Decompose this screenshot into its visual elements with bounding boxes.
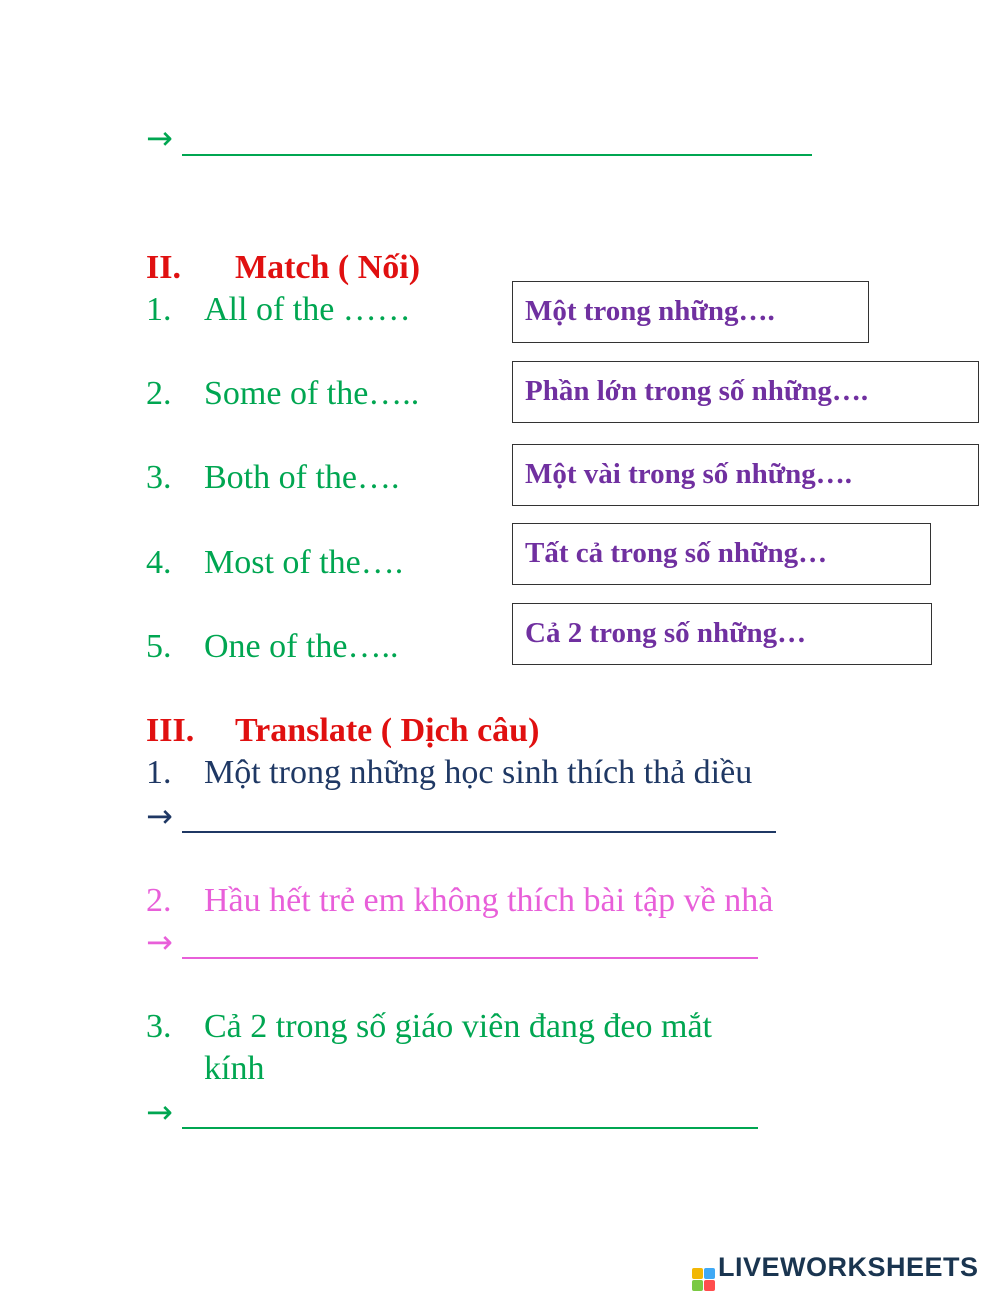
match-item-2: 2. Some of the….. <box>146 375 420 412</box>
translate-item-3-continued: kính <box>204 1050 265 1087</box>
match-item-3: 3. Both of the…. <box>146 459 400 496</box>
translate-item-3: 3. Cả 2 trong số giáo viên đang đeo mắt <box>146 1008 713 1045</box>
section-3-title: Translate ( Dịch câu) <box>235 712 540 749</box>
match-option-1[interactable]: Một trong những…. <box>512 281 869 343</box>
section-2-number: II. <box>146 249 181 286</box>
arrow-icon: → <box>146 923 173 961</box>
answer-line-top[interactable] <box>182 154 812 156</box>
translate-item-1: 1. Một trong những học sinh thích thả diều <box>146 754 753 791</box>
match-option-2[interactable]: Phần lớn trong số những…. <box>512 361 979 423</box>
arrow-icon: → <box>146 119 173 157</box>
section-2-title: Match ( Nối) <box>235 249 421 286</box>
arrow-icon: → <box>146 1093 173 1131</box>
match-item-5: 5. One of the….. <box>146 628 399 665</box>
logo-text: LIVEWORKSHEETS <box>718 1252 979 1282</box>
section-3-number: III. <box>146 712 195 749</box>
answer-line-2[interactable] <box>182 957 758 959</box>
liveworksheets-logo <box>692 1252 979 1291</box>
match-option-4[interactable]: Tất cả trong số những… <box>512 523 931 585</box>
arrow-icon: → <box>146 797 173 835</box>
answer-line-3[interactable] <box>182 1127 758 1129</box>
match-option-5[interactable]: Cả 2 trong số những… <box>512 603 932 665</box>
answer-line-1[interactable] <box>182 831 776 833</box>
match-option-3[interactable]: Một vài trong số những…. <box>512 444 979 506</box>
section-3-heading <box>146 711 539 751</box>
match-item-1: 1. All of the …… <box>146 291 411 328</box>
logo-mark-icon <box>692 1268 715 1291</box>
translate-item-2: 2. Hầu hết trẻ em không thích bài tập về nhà <box>146 882 774 919</box>
match-item-4: 4. Most of the…. <box>146 544 404 581</box>
section-2-heading <box>146 248 420 288</box>
